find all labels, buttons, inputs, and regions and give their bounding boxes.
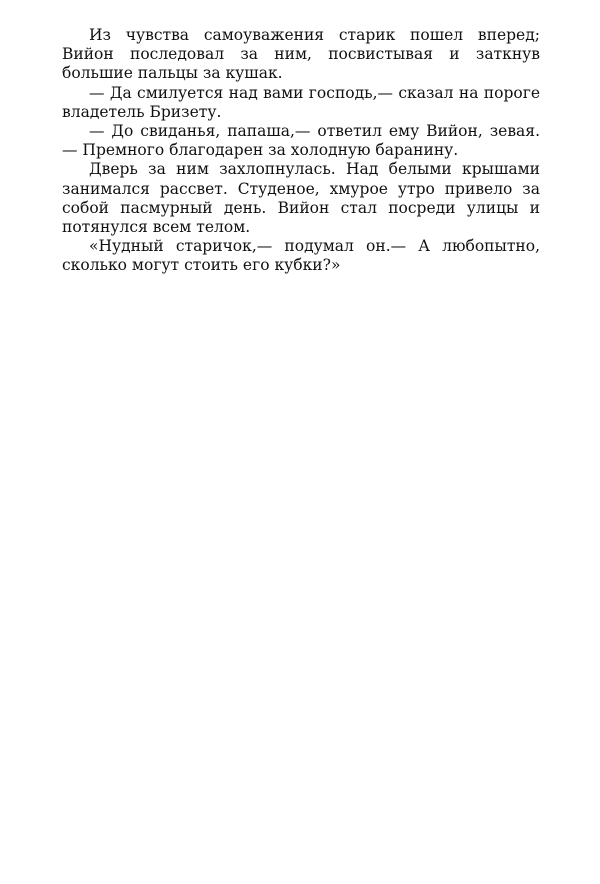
paragraph-3: — До свиданья, папаша,— ответил ему Вийон, зевая.— Премного благодарен за холодную баранину.	[62, 122, 540, 160]
paragraph-5: «Нудный старичок,— подумал он.— А любопытно, сколько могут стоить его кубки?»	[62, 237, 540, 275]
paragraph-4: Дверь за ним захлопнулась. Над белыми крышами занимался рассвет. Студеное, хмурое утро привело за собой пасмурный день. Вийон стал посреди улицы и потянулся всем телом.	[62, 160, 540, 237]
paragraph-1: Из чувства самоуважения старик пошел вперед; Вийон последовал за ним, посвистывая и заткнув большие пальцы за кушак.	[62, 26, 540, 83]
book-page	[62, 26, 540, 276]
paragraph-2: — Да смилуется над вами господь,— сказал на пороге владетель Бризету.	[62, 83, 540, 121]
